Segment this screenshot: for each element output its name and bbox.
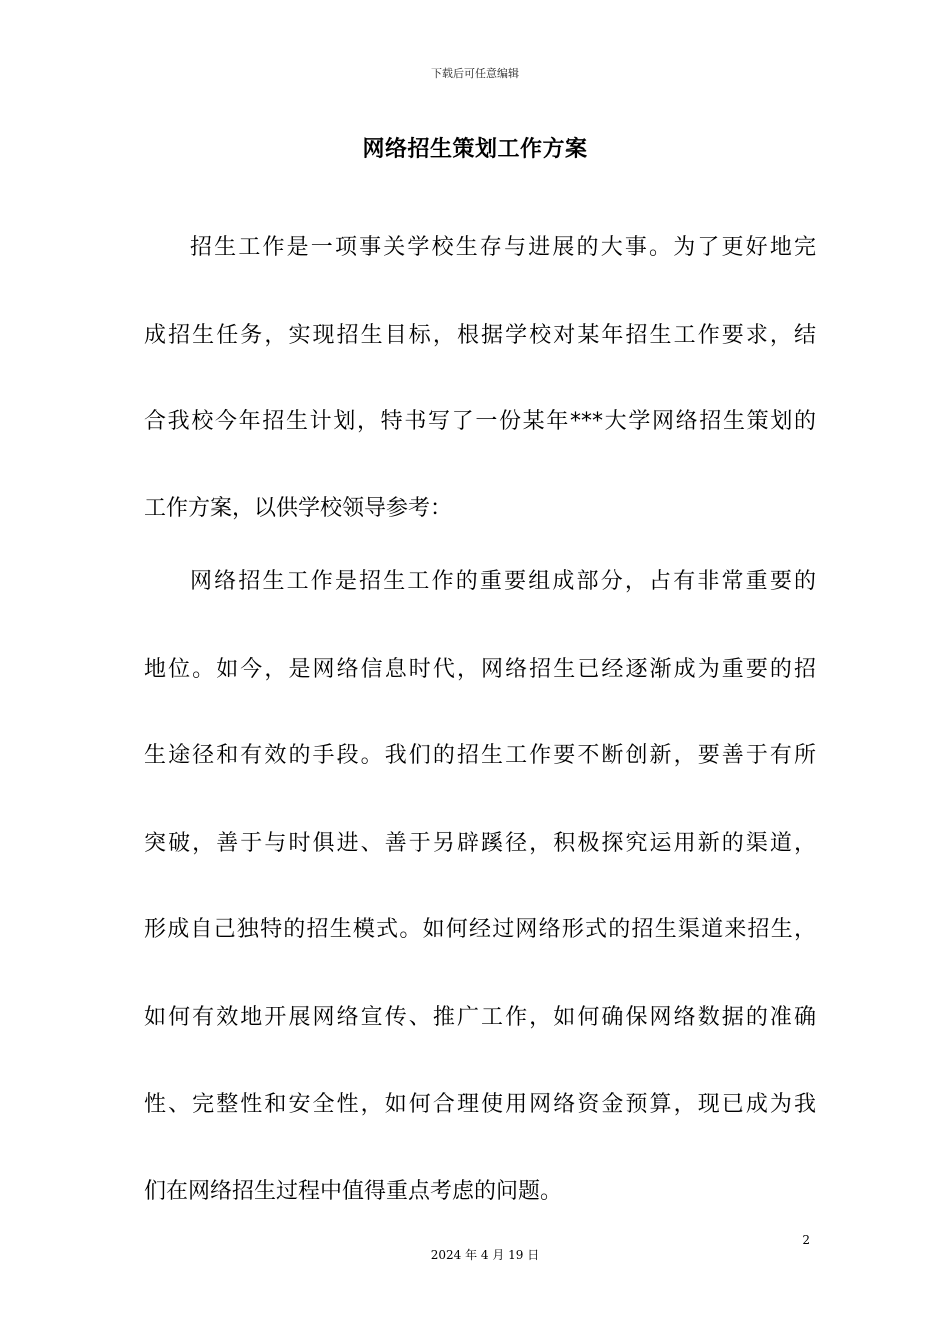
paragraph-2-line-1: 网络招生工作是招生工作的重要组成部分，占有非常重要的	[190, 569, 816, 594]
page-number: 2	[802, 1233, 810, 1247]
paragraph-2-line-5: 形成自己独特的招生模式。如何经过网络形式的招生渠道来招生，	[144, 917, 816, 942]
paragraph-1-line-1: 招生工作是一项事关学校生存与进展的大事。为了更好地完	[190, 235, 816, 260]
footer-date: 2024 年 4 月 19 日	[430, 1248, 540, 1262]
paragraph-1-line-2: 成招生任务，实现招生目标，根据学校对某年招生工作要求，结	[144, 323, 816, 348]
paragraph-1-line-3: 合我校今年招生计划，特书写了一份某年***大学网络招生策划的	[144, 409, 816, 434]
paragraph-2-line-4: 突破，善于与时俱进、善于另辟蹊径，积极探究运用新的渠道，	[144, 831, 816, 856]
header-note: 下载后可任意编辑	[431, 67, 519, 80]
paragraph-2-line-6: 如何有效地开展网络宣传、推广工作，如何确保网络数据的准确	[144, 1005, 816, 1030]
paragraph-1-line-4: 工作方案，以供学校领导参考：	[144, 496, 453, 521]
paragraph-2-line-8: 们在网络招生过程中值得重点考虑的问题。	[144, 1179, 563, 1204]
paragraph-2-line-2: 地位。如今，是网络信息时代，网络招生已经逐渐成为重要的招	[144, 657, 816, 682]
document-title: 网络招生策划工作方案	[362, 137, 588, 162]
paragraph-2-line-3: 生途径和有效的手段。我们的招生工作要不断创新，要善于有所	[144, 743, 816, 768]
paragraph-2-line-7: 性、完整性和安全性，如何合理使用网络资金预算，现已成为我	[144, 1092, 816, 1117]
